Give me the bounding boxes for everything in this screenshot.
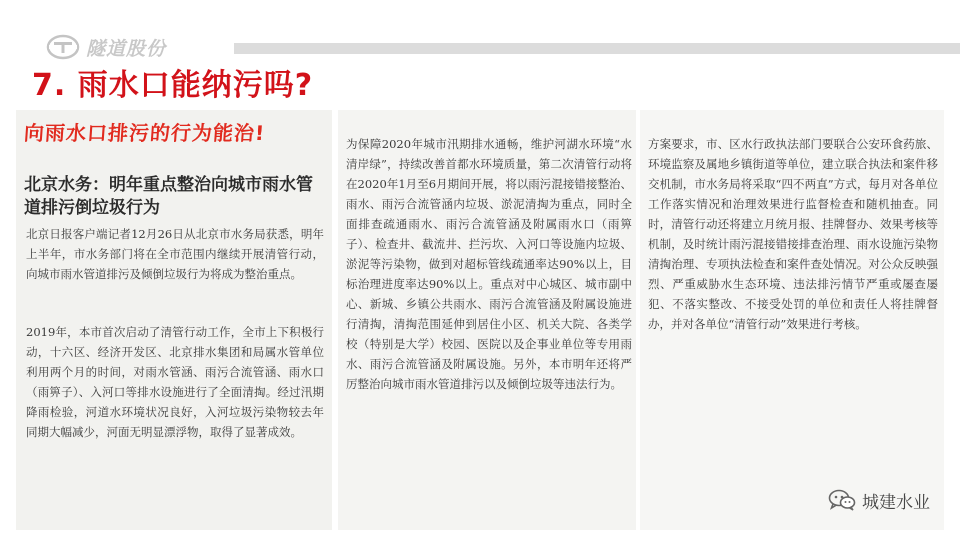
tec-logo-icon	[46, 34, 80, 60]
article-paragraph-2: 2019年，本市首次启动了清管行动工作，全市上下积极行动，十六区、经济开发区、北京排水集团和局属水管单位利用两个月的时间，对雨水管涵、雨污合流管涵、雨水口（雨箅子）、入河口等排水设施进行了全面清掏。经过汛期降雨检验，河道水环境状况良好，入河垃圾污染物较去年同期大幅减少，河面无明显漂浮物，取得了显著成效。	[26, 325, 324, 439]
slide-title: 7. 雨水口能纳污吗?	[32, 68, 314, 103]
news-column-3	[640, 110, 944, 530]
header-bar	[234, 43, 960, 54]
company-logo	[46, 32, 166, 62]
article-headline: 向雨水口排污的行为能治!	[23, 121, 266, 145]
watermark-text: 城建水业	[862, 492, 930, 513]
logo-text: 隧道股份	[86, 37, 167, 60]
news-clipping	[16, 110, 944, 530]
news-column-1	[16, 110, 332, 530]
news-column-2	[338, 110, 636, 530]
article-paragraph-1: 北京日报客户端记者12月26日从北京市水务局获悉，明年上半年，市水务部门将在全市范围内继续开展清管行动，向城市雨水管道排污及倾倒垃圾行为将成为整治重点。	[26, 227, 324, 281]
wechat-icon	[828, 489, 856, 511]
wechat-watermark	[828, 488, 930, 512]
article-subheadline: 北京水务：明年重点整治向城市雨水管道排污倒垃圾行为	[24, 175, 313, 218]
article-paragraph-4: 方案要求，市、区水行政执法部门要联合公安环食药旅、环境监察及属地乡镇街道等单位，建立联合执法和案件移交机制，市水务局将采取“四不两直”方式，每月对各单位工作落实情况和治理效果进行监督检查和随机抽查。同时，清管行动还将建立月统月报、挂牌督办、效果考核等机制，及时统计雨污混接错接排查治理、雨水设施污染物清掏治理、专项执法检查和案件查处情况。对公众反映强烈、严重威胁水生态环境、违法排污情节严重或屡查屡犯、不落实整改、不接受处罚的单位和责任人将挂牌督办，并对各单位“清管行动”效果进行考核。	[648, 137, 938, 331]
article-paragraph-3: 为保障2020年城市汛期排水通畅，维护河湖水环境“水清岸绿”，持续改善首都水环境质量，第二次清管行动将在2020年1月至6月期间开展，将以雨污混接错接整治、雨水、雨污合流管涵内垃圾、淤泥清掏为重点，同时全面排查疏通雨水、雨污合流管涵及附属雨水口（雨箅子）、检查井、截流井、拦污坎、入河口等设施内垃圾、淤泥等污染物，做到对超标管线疏通率达90%以上，目标治理进度率达90%以上。重点对中心城区、城市副中心、新城、乡镇公共雨水、雨污合流管涵及附属设施进行清掏，清掏范围延伸到居住小区、机关大院、各类学校（特别是大学）校园、医院以及企事业单位等专用雨水、雨污合流管涵及附属设施。另外，本市明年还将严厉整治向城市雨水管道排污以及倾倒垃圾等违法行为。	[346, 137, 632, 391]
